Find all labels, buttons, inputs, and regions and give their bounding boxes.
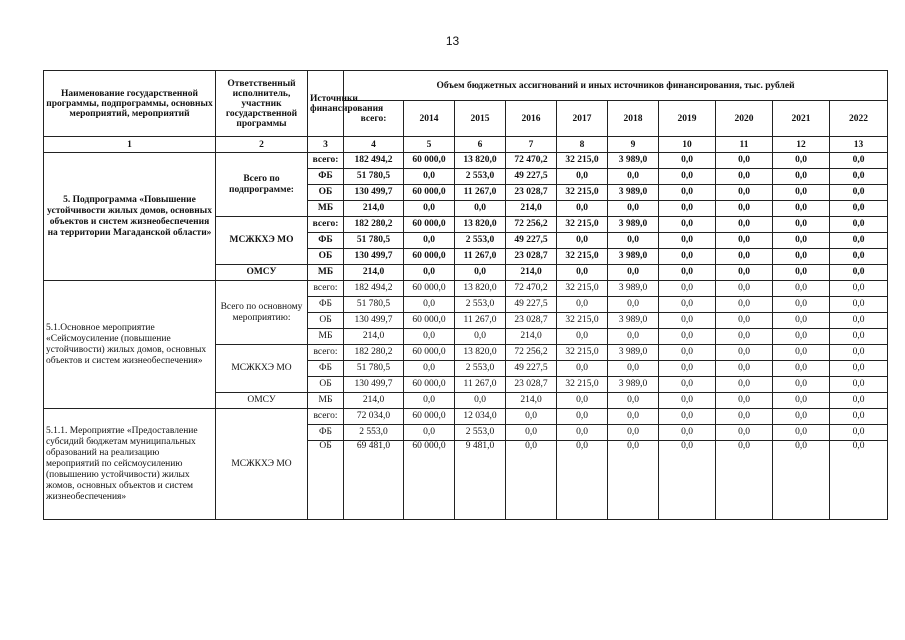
amount-cell: 49 227,5	[506, 361, 557, 377]
amount-cell: 0,0	[659, 393, 716, 409]
amount-cell: 0,0	[608, 233, 659, 249]
amount-cell: 0,0	[773, 329, 830, 345]
amount-cell: 0,0	[830, 201, 888, 217]
amount-cell: 2 553,0	[455, 425, 506, 441]
amount-cell: 13 820,0	[455, 281, 506, 297]
funding-source: МБ	[308, 265, 344, 281]
amount-cell: 0,0	[404, 297, 455, 313]
program-name: 5.1.Основное мероприятие «Сейсмоусиление (повышение устойчивости) жилых домов, основных объектов и систем жизнеобеспечения»	[44, 281, 216, 409]
funding-source: всего:	[308, 217, 344, 233]
amount-cell: 3 989,0	[608, 377, 659, 393]
amount-cell: 0,0	[659, 313, 716, 329]
amount-cell: 23 028,7	[506, 313, 557, 329]
amount-cell: 32 215,0	[557, 345, 608, 361]
column-number-2: 2	[216, 137, 308, 153]
amount-cell: 60 000,0	[404, 377, 455, 393]
funding-source: МБ	[308, 393, 344, 409]
amount-cell: 0,0	[404, 233, 455, 249]
amount-cell: 0,0	[557, 425, 608, 441]
amount-cell: 60 000,0	[404, 249, 455, 265]
funding-source: ОБ	[308, 313, 344, 329]
amount-cell: 0,0	[830, 361, 888, 377]
amount-cell: 72 034,0	[344, 409, 404, 425]
amount-cell: 0,0	[773, 185, 830, 201]
amount-cell: 3 989,0	[608, 185, 659, 201]
header-column-7: 2020	[716, 101, 773, 137]
amount-cell: 0,0	[608, 425, 659, 441]
column-number-13: 13	[830, 137, 888, 153]
amount-cell: 0,0	[716, 201, 773, 217]
amount-cell: 0,0	[716, 265, 773, 281]
amount-cell: 0,0	[557, 201, 608, 217]
amount-cell: 0,0	[404, 393, 455, 409]
amount-cell: 0,0	[608, 201, 659, 217]
amount-cell: 0,0	[773, 281, 830, 297]
amount-cell: 0,0	[608, 441, 659, 520]
header-volume: Объем бюджетных ассигнований и иных источников финансирования, тыс. рублей	[344, 71, 888, 101]
program-name: 5.1.1. Мероприятие «Предоставление субсидий бюджетам муниципальных образований на реализацию мероприятий по сейсмоусилению (повышению устойчивости) жилых жомов, основных объектов и систем жизнеобеспечения»	[44, 409, 216, 520]
amount-cell: 182 494,2	[344, 281, 404, 297]
amount-cell: 0,0	[716, 313, 773, 329]
amount-cell: 49 227,5	[506, 233, 557, 249]
amount-cell: 214,0	[344, 265, 404, 281]
amount-cell: 32 215,0	[557, 281, 608, 297]
amount-cell: 0,0	[557, 329, 608, 345]
amount-cell: 11 267,0	[455, 249, 506, 265]
column-number-11: 11	[716, 137, 773, 153]
column-number-10: 10	[659, 137, 716, 153]
amount-cell: 0,0	[773, 345, 830, 361]
header-column-9: 2022	[830, 101, 888, 137]
amount-cell: 0,0	[557, 233, 608, 249]
header-executor: Ответственный исполнитель, участник государственной программы	[216, 71, 308, 137]
amount-cell: 0,0	[404, 265, 455, 281]
amount-cell: 3 989,0	[608, 249, 659, 265]
amount-cell: 51 780,5	[344, 297, 404, 313]
amount-cell: 0,0	[773, 201, 830, 217]
amount-cell: 0,0	[773, 233, 830, 249]
amount-cell: 60 000,0	[404, 185, 455, 201]
header-column-5: 2018	[608, 101, 659, 137]
amount-cell: 0,0	[659, 377, 716, 393]
amount-cell: 0,0	[773, 313, 830, 329]
amount-cell: 0,0	[659, 201, 716, 217]
table-row	[44, 409, 888, 425]
column-number-12: 12	[773, 137, 830, 153]
amount-cell: 60 000,0	[404, 217, 455, 233]
amount-cell: 0,0	[404, 329, 455, 345]
amount-cell: 51 780,5	[344, 361, 404, 377]
amount-cell: 0,0	[830, 329, 888, 345]
funding-source: ОБ	[308, 185, 344, 201]
amount-cell: 0,0	[830, 441, 888, 520]
amount-cell: 60 000,0	[404, 441, 455, 520]
amount-cell: 23 028,7	[506, 249, 557, 265]
funding-source: ФБ	[308, 233, 344, 249]
amount-cell: 182 280,2	[344, 217, 404, 233]
column-number-7: 7	[506, 137, 557, 153]
amount-cell: 0,0	[716, 249, 773, 265]
amount-cell: 0,0	[608, 169, 659, 185]
amount-cell: 0,0	[716, 281, 773, 297]
amount-cell: 0,0	[716, 297, 773, 313]
amount-cell: 0,0	[659, 409, 716, 425]
amount-cell: 0,0	[773, 393, 830, 409]
amount-cell: 3 989,0	[608, 153, 659, 169]
amount-cell: 0,0	[773, 297, 830, 313]
amount-cell: 0,0	[716, 185, 773, 201]
amount-cell: 0,0	[608, 409, 659, 425]
header-column-8: 2021	[773, 101, 830, 137]
amount-cell: 60 000,0	[404, 153, 455, 169]
amount-cell: 0,0	[716, 233, 773, 249]
amount-cell: 214,0	[506, 329, 557, 345]
amount-cell: 0,0	[773, 249, 830, 265]
header-column-6: 2019	[659, 101, 716, 137]
amount-cell: 0,0	[716, 361, 773, 377]
column-number-5: 5	[404, 137, 455, 153]
amount-cell: 0,0	[830, 169, 888, 185]
executor: МСЖКХЭ МО	[216, 217, 308, 265]
amount-cell: 2 553,0	[455, 361, 506, 377]
amount-cell: 0,0	[659, 217, 716, 233]
table-row	[44, 281, 888, 297]
funding-source: МБ	[308, 201, 344, 217]
amount-cell: 182 280,2	[344, 345, 404, 361]
amount-cell: 0,0	[716, 217, 773, 233]
amount-cell: 60 000,0	[404, 313, 455, 329]
amount-cell: 0,0	[659, 329, 716, 345]
amount-cell: 0,0	[557, 409, 608, 425]
amount-cell: 60 000,0	[404, 409, 455, 425]
funding-source: ФБ	[308, 297, 344, 313]
amount-cell: 0,0	[506, 441, 557, 520]
amount-cell: 11 267,0	[455, 313, 506, 329]
funding-source: ФБ	[308, 425, 344, 441]
amount-cell: 2 553,0	[455, 233, 506, 249]
table-row	[44, 153, 888, 169]
amount-cell: 214,0	[506, 265, 557, 281]
amount-cell: 0,0	[830, 377, 888, 393]
amount-cell: 0,0	[659, 265, 716, 281]
amount-cell: 0,0	[716, 441, 773, 520]
amount-cell: 0,0	[557, 393, 608, 409]
amount-cell: 0,0	[557, 297, 608, 313]
amount-cell: 0,0	[830, 345, 888, 361]
amount-cell: 0,0	[830, 297, 888, 313]
amount-cell: 0,0	[830, 217, 888, 233]
amount-cell: 0,0	[830, 233, 888, 249]
amount-cell: 32 215,0	[557, 377, 608, 393]
amount-cell: 51 780,5	[344, 169, 404, 185]
executor: МСЖКХЭ МО	[216, 409, 308, 520]
amount-cell: 23 028,7	[506, 185, 557, 201]
amount-cell: 0,0	[716, 329, 773, 345]
amount-cell: 0,0	[506, 425, 557, 441]
amount-cell: 0,0	[659, 345, 716, 361]
amount-cell: 0,0	[773, 153, 830, 169]
amount-cell: 0,0	[455, 393, 506, 409]
amount-cell: 0,0	[659, 441, 716, 520]
header-column-1: 2014	[404, 101, 455, 137]
amount-cell: 0,0	[830, 281, 888, 297]
amount-cell: 0,0	[455, 201, 506, 217]
amount-cell: 0,0	[716, 393, 773, 409]
header-source: Источники финансирования	[308, 71, 344, 137]
amount-cell: 0,0	[830, 393, 888, 409]
funding-source: ОБ	[308, 441, 344, 520]
column-number-6: 6	[455, 137, 506, 153]
amount-cell: 130 499,7	[344, 249, 404, 265]
amount-cell: 0,0	[830, 425, 888, 441]
amount-cell: 23 028,7	[506, 377, 557, 393]
column-number-9: 9	[608, 137, 659, 153]
amount-cell: 0,0	[716, 409, 773, 425]
amount-cell: 0,0	[773, 265, 830, 281]
amount-cell: 0,0	[404, 169, 455, 185]
column-number-1: 1	[44, 137, 216, 153]
amount-cell: 0,0	[404, 201, 455, 217]
amount-cell: 0,0	[659, 361, 716, 377]
amount-cell: 60 000,0	[404, 281, 455, 297]
amount-cell: 0,0	[659, 281, 716, 297]
amount-cell: 214,0	[344, 329, 404, 345]
amount-cell: 0,0	[830, 409, 888, 425]
funding-source: ОБ	[308, 377, 344, 393]
amount-cell: 0,0	[830, 153, 888, 169]
funding-source: ФБ	[308, 169, 344, 185]
amount-cell: 72 256,2	[506, 217, 557, 233]
amount-cell: 0,0	[830, 185, 888, 201]
amount-cell: 0,0	[659, 185, 716, 201]
amount-cell: 0,0	[773, 425, 830, 441]
amount-cell: 130 499,7	[344, 185, 404, 201]
funding-source: всего:	[308, 153, 344, 169]
header-name: Наименование государственной программы, подпрограммы, основных мероприятий, мероприятий	[44, 71, 216, 137]
amount-cell: 0,0	[659, 297, 716, 313]
amount-cell: 2 553,0	[455, 297, 506, 313]
amount-cell: 0,0	[773, 409, 830, 425]
amount-cell: 3 989,0	[608, 345, 659, 361]
amount-cell: 13 820,0	[455, 217, 506, 233]
header-column-3: 2016	[506, 101, 557, 137]
amount-cell: 13 820,0	[455, 345, 506, 361]
executor: МСЖКХЭ МО	[216, 345, 308, 393]
amount-cell: 0,0	[773, 441, 830, 520]
amount-cell: 0,0	[455, 329, 506, 345]
amount-cell: 0,0	[773, 361, 830, 377]
amount-cell: 0,0	[659, 169, 716, 185]
funding-source: ОБ	[308, 249, 344, 265]
amount-cell: 0,0	[830, 249, 888, 265]
amount-cell: 32 215,0	[557, 153, 608, 169]
header-column-0: всего:	[344, 101, 404, 137]
program-name: 5. Подпрограмма «Повышение устойчивости жилых домов, основных объектов и систем жизнеобеспечения на территории Магаданской области»	[44, 153, 216, 281]
amount-cell: 3 989,0	[608, 217, 659, 233]
executor: ОМСУ	[216, 265, 308, 281]
amount-cell: 214,0	[506, 201, 557, 217]
executor: ОМСУ	[216, 393, 308, 409]
amount-cell: 49 227,5	[506, 169, 557, 185]
amount-cell: 0,0	[404, 425, 455, 441]
funding-source: всего:	[308, 345, 344, 361]
amount-cell: 0,0	[716, 425, 773, 441]
executor: Всего по основному мероприятию:	[216, 281, 308, 345]
amount-cell: 0,0	[716, 377, 773, 393]
amount-cell: 0,0	[659, 233, 716, 249]
column-number-3: 3	[308, 137, 344, 153]
funding-source: ФБ	[308, 361, 344, 377]
amount-cell: 214,0	[344, 201, 404, 217]
column-number-4: 4	[344, 137, 404, 153]
page-number: 13	[445, 34, 460, 48]
amount-cell: 0,0	[608, 361, 659, 377]
amount-cell: 0,0	[557, 265, 608, 281]
header-column-4: 2017	[557, 101, 608, 137]
amount-cell: 0,0	[608, 265, 659, 281]
amount-cell: 214,0	[506, 393, 557, 409]
amount-cell: 0,0	[404, 361, 455, 377]
amount-cell: 0,0	[773, 217, 830, 233]
amount-cell: 72 256,2	[506, 345, 557, 361]
amount-cell: 0,0	[773, 169, 830, 185]
amount-cell: 0,0	[716, 153, 773, 169]
amount-cell: 0,0	[830, 265, 888, 281]
funding-source: всего:	[308, 409, 344, 425]
amount-cell: 51 780,5	[344, 233, 404, 249]
amount-cell: 32 215,0	[557, 217, 608, 233]
header-column-2: 2015	[455, 101, 506, 137]
amount-cell: 0,0	[455, 265, 506, 281]
amount-cell: 13 820,0	[455, 153, 506, 169]
amount-cell: 0,0	[557, 169, 608, 185]
amount-cell: 0,0	[830, 313, 888, 329]
amount-cell: 0,0	[716, 169, 773, 185]
amount-cell: 60 000,0	[404, 345, 455, 361]
amount-cell: 182 494,2	[344, 153, 404, 169]
amount-cell: 9 481,0	[455, 441, 506, 520]
amount-cell: 49 227,5	[506, 297, 557, 313]
amount-cell: 72 470,2	[506, 153, 557, 169]
amount-cell: 0,0	[506, 409, 557, 425]
amount-cell: 12 034,0	[455, 409, 506, 425]
funding-source: всего:	[308, 281, 344, 297]
amount-cell: 0,0	[608, 297, 659, 313]
amount-cell: 11 267,0	[455, 185, 506, 201]
amount-cell: 130 499,7	[344, 313, 404, 329]
amount-cell: 0,0	[659, 153, 716, 169]
amount-cell: 32 215,0	[557, 313, 608, 329]
amount-cell: 3 989,0	[608, 281, 659, 297]
amount-cell: 0,0	[557, 361, 608, 377]
amount-cell: 69 481,0	[344, 441, 404, 520]
amount-cell: 0,0	[773, 377, 830, 393]
amount-cell: 72 470,2	[506, 281, 557, 297]
column-number-8: 8	[557, 137, 608, 153]
amount-cell: 11 267,0	[455, 377, 506, 393]
amount-cell: 130 499,7	[344, 377, 404, 393]
budget-table	[43, 70, 888, 520]
amount-cell: 2 553,0	[455, 169, 506, 185]
funding-source: МБ	[308, 329, 344, 345]
amount-cell: 214,0	[344, 393, 404, 409]
amount-cell: 32 215,0	[557, 185, 608, 201]
amount-cell: 0,0	[659, 249, 716, 265]
amount-cell: 0,0	[659, 425, 716, 441]
amount-cell: 0,0	[608, 393, 659, 409]
executor: Всего по подпрограмме:	[216, 153, 308, 217]
amount-cell: 0,0	[557, 441, 608, 520]
amount-cell: 3 989,0	[608, 313, 659, 329]
amount-cell: 2 553,0	[344, 425, 404, 441]
amount-cell: 0,0	[716, 345, 773, 361]
amount-cell: 0,0	[608, 329, 659, 345]
amount-cell: 32 215,0	[557, 249, 608, 265]
